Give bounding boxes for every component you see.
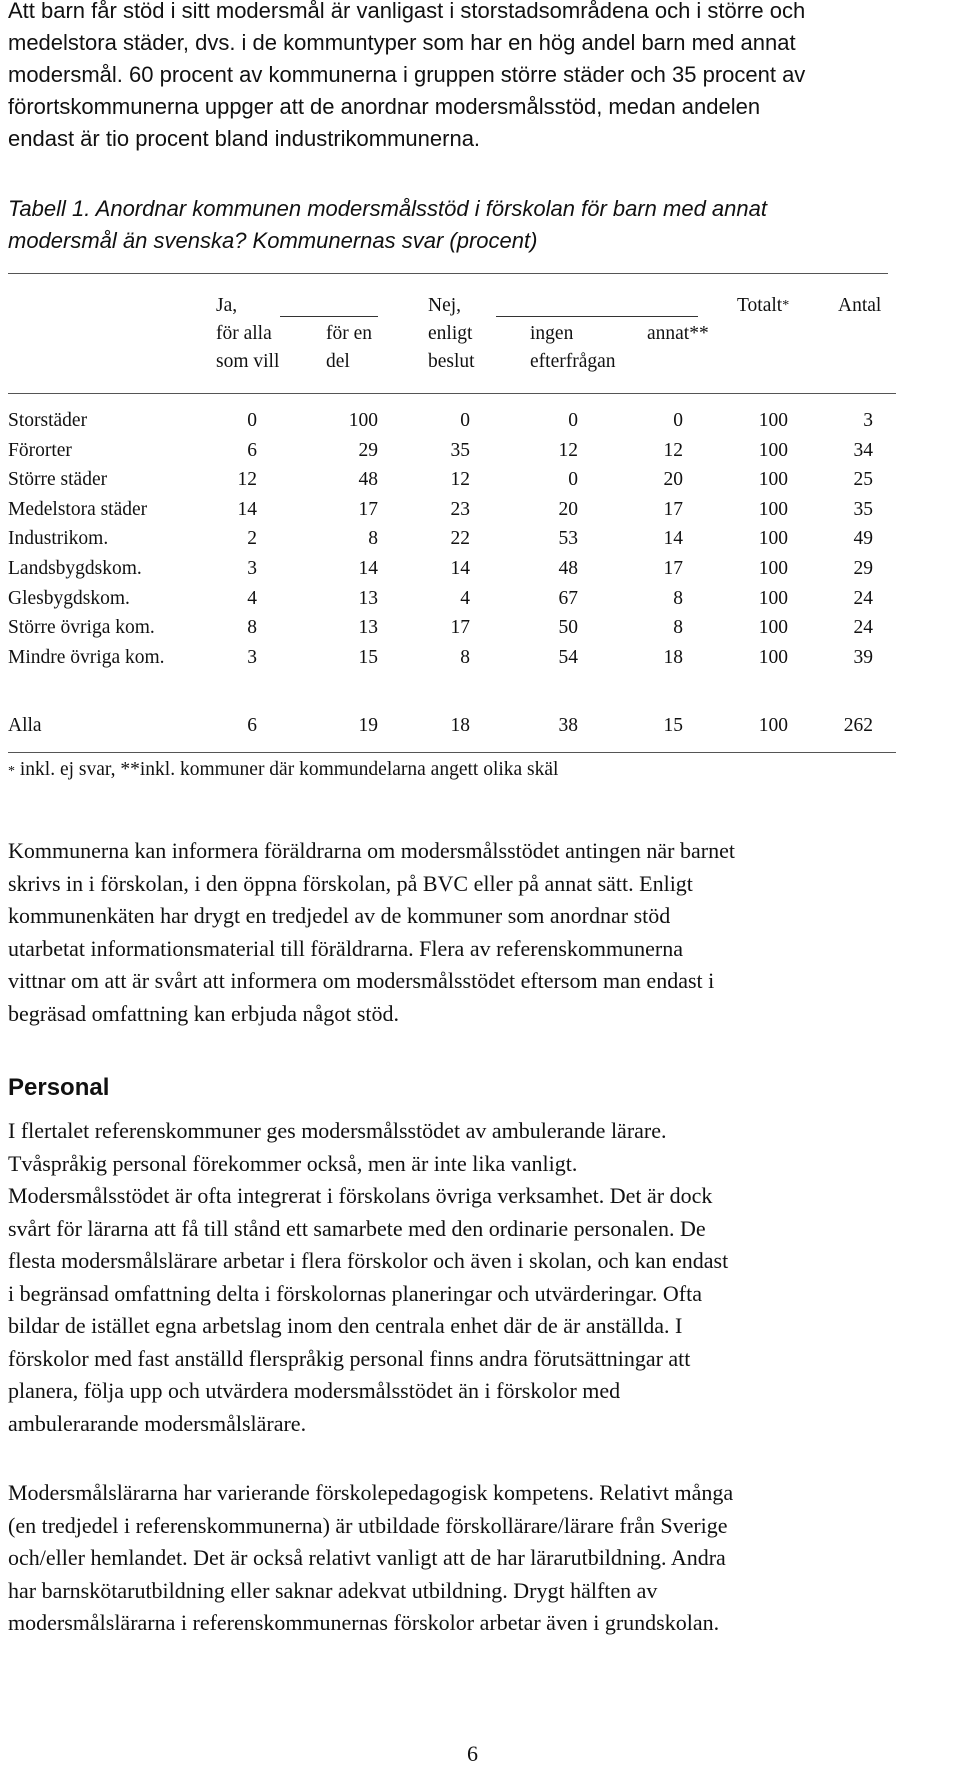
- paragraph-personal: [8, 1115, 953, 1440]
- table-cell: 19: [358, 715, 378, 736]
- table-cell: 29: [853, 558, 873, 579]
- table-cell: 25: [853, 469, 873, 490]
- table-cell: 20: [663, 469, 683, 490]
- text-line: skrivs in i förskolan, i den öppna förskolan, på BVC eller på annat sätt. Enligt: [8, 870, 693, 896]
- table-cell: 12: [663, 440, 683, 461]
- table-cell: 8: [460, 647, 470, 668]
- table-cell: 0: [568, 410, 578, 431]
- table-cell: 22: [450, 528, 470, 549]
- table-cell: 14: [237, 499, 257, 520]
- section-heading: Personal: [8, 1074, 110, 1101]
- text-line: endast är tio procent bland industrikommunerna.: [8, 126, 481, 151]
- paragraph-competence: [8, 1477, 953, 1640]
- row-label: Glesbygdskom.: [8, 588, 130, 609]
- table-cell: 100: [758, 410, 788, 431]
- text-line: Modersmålslärarna har varierande förskolepedagogisk kompetens. Relativt många: [8, 1480, 734, 1505]
- nej-beslut-header: beslut: [428, 351, 475, 372]
- text-line: Kommunerna kan informera föräldrarna om modersmålsstödet antingen när barnet: [8, 838, 735, 863]
- table-cell: 262: [843, 715, 873, 736]
- table-cell: 17: [663, 499, 683, 520]
- table-cell: 24: [853, 588, 873, 609]
- table-cell: 34: [853, 440, 873, 461]
- table-cell: 12: [237, 469, 257, 490]
- table-cell: 0: [247, 410, 257, 431]
- nej-annat-header: annat**: [647, 323, 709, 344]
- row-label: Alla: [8, 715, 42, 736]
- table-cell: 17: [663, 558, 683, 579]
- table-cell: 2: [247, 528, 257, 549]
- table-cell: 18: [663, 647, 683, 668]
- table-cell: 49: [853, 528, 873, 549]
- text-line: Modersmålsstödet är ofta integrerat i förskolans övriga verksamhet. Det är dock: [8, 1183, 713, 1208]
- table-cell: 23: [450, 499, 470, 520]
- text-line: planera, följa upp och utvärdera modersmålsstödet än i förskolor med: [8, 1378, 621, 1403]
- table-footnote: * inkl. ej svar, **inkl. kommuner där kommundelarna angett olika skäl: [8, 759, 559, 780]
- nej-underline: [496, 316, 698, 317]
- table-cell: 3: [863, 410, 873, 431]
- row-label: Industrikom.: [8, 528, 109, 549]
- text-line: I flertalet referenskommuner ges modersmålsstödet av ambulerande lärare.: [8, 1118, 667, 1143]
- table-cell: 4: [460, 588, 470, 609]
- table-cell: 8: [673, 588, 683, 609]
- table-cell: 48: [358, 469, 378, 490]
- table-cell: 8: [673, 617, 683, 638]
- text-line: utarbetat informationsmaterial till föräldrarna. Flera av referenskommunerna: [8, 935, 683, 961]
- table-cell: 35: [853, 499, 873, 520]
- table-cell: 8: [247, 617, 257, 638]
- table-cell: 48: [558, 558, 578, 579]
- nej-ingen-header: efterfrågan: [530, 351, 616, 372]
- row-label: Mindre övriga kom.: [8, 647, 165, 668]
- table-cell: 12: [450, 469, 470, 490]
- ja-group-header: Ja,: [216, 295, 238, 316]
- table-cell: 15: [358, 647, 378, 668]
- table-cell: 100: [758, 715, 788, 736]
- row-label: Storstäder: [8, 410, 88, 431]
- table-cell: 0: [673, 410, 683, 431]
- table-cell: 39: [853, 647, 873, 668]
- ja-alla-header: för alla: [216, 323, 272, 344]
- table-cell: 100: [348, 410, 378, 431]
- table-cell: 24: [853, 617, 873, 638]
- table-cell: 100: [758, 617, 788, 638]
- table-cell: 100: [758, 499, 788, 520]
- text-line: modersmål än svenska? Kommunernas svar (procent): [8, 228, 538, 253]
- table-cell: 50: [558, 617, 578, 638]
- table-cell: 8: [368, 528, 378, 549]
- text-line: modersmålslärarna i referenskommunernas förskolor arbetar även i grundskolan.: [8, 1610, 720, 1635]
- table-cell: 100: [758, 588, 788, 609]
- table-cell: 100: [758, 469, 788, 490]
- text-line: modersmål. 60 procent av kommunerna i gruppen större städer och 35 procent av: [8, 62, 806, 87]
- ja-underline: [280, 316, 378, 317]
- table-cell: 0: [460, 410, 470, 431]
- text-line: medelstora städer, dvs. i de kommuntyper som har en hög andel barn med annat: [8, 30, 796, 55]
- table-cell: 3: [247, 558, 257, 579]
- table-cell: 13: [358, 617, 378, 638]
- table-cell: 6: [247, 440, 257, 461]
- text-line: svårt för lärarna att få till stånd ett samarbete med den ordinarie personalen. De: [8, 1215, 706, 1241]
- row-label: Förorter: [8, 440, 72, 461]
- text-line: flesta modersmålslärare arbetar i flera förskolor och även i skolan, och kan endast: [8, 1248, 729, 1273]
- table-cell: 38: [558, 715, 578, 736]
- text-line: kommunenkäten har drygt en tredjedel av de kommuner som anordnar stöd: [8, 903, 671, 928]
- nej-group-header: Nej,: [428, 295, 462, 316]
- table-cell: 35: [450, 440, 470, 461]
- table-top-rule: [8, 273, 888, 274]
- table-cell: 14: [358, 558, 378, 579]
- table-cell: 14: [450, 558, 470, 579]
- table-cell: 100: [758, 558, 788, 579]
- table-cell: 20: [558, 499, 578, 520]
- text-line: har barnskötarutbildning eller saknar adekvat utbildning. Drygt hälften av: [8, 1577, 658, 1603]
- table-cell: 13: [358, 588, 378, 609]
- table-cell: 0: [568, 469, 578, 490]
- row-label: Större övriga kom.: [8, 617, 155, 638]
- text-line: i begränsad omfattning delta i förskolornas planeringar och utvärderingar. Ofta: [8, 1280, 702, 1306]
- table-cell: 14: [663, 528, 683, 549]
- nej-ingen-header: ingen: [530, 323, 574, 344]
- text-line: begräsad omfattning kan erbjuda något stöd.: [8, 1000, 400, 1026]
- text-line: Att barn får stöd i sitt modersmål är vanligast i storstadsområdena och i större och: [8, 0, 806, 23]
- text-line: Tvåspråkig personal förekommer också, men är inte lika vanligt.: [8, 1150, 578, 1176]
- table-bottom-rule: [8, 752, 896, 753]
- ja-del-header: del: [326, 351, 350, 372]
- table-cell: 12: [558, 440, 578, 461]
- paragraph-information: [8, 835, 953, 1030]
- text-line: vittnar om att är svårt att informera om modersmålsstödet eftersom man endast i: [8, 968, 715, 993]
- table-cell: 17: [450, 617, 470, 638]
- table-cell: 17: [358, 499, 378, 520]
- text-line: förortskommunerna uppger att de anordnar modersmålsstöd, medan andelen: [8, 94, 761, 119]
- header-rule: [8, 393, 896, 394]
- page-number: 6: [467, 1741, 478, 1766]
- ja-alla-header: som vill: [216, 351, 280, 372]
- table-cell: 100: [758, 647, 788, 668]
- table-cell: 29: [358, 440, 378, 461]
- row-label: Större städer: [8, 469, 108, 490]
- ja-del-header: för en: [326, 323, 373, 344]
- table-cell: 3: [247, 647, 257, 668]
- nej-beslut-header: enligt: [428, 323, 473, 344]
- row-label: Landsbygdskom.: [8, 558, 142, 579]
- table-cell: 15: [663, 715, 683, 736]
- table-cell: 100: [758, 440, 788, 461]
- row-label: Medelstora städer: [8, 499, 148, 520]
- table-cell: 100: [758, 528, 788, 549]
- text-line: (en tredjedel i referenskommunerna) är utbildade förskollärare/lärare från Sverige: [8, 1512, 728, 1538]
- table-cell: 54: [558, 647, 578, 668]
- text-line: bildar de istället egna arbetslag inom den centrala enhet där de är anställda. I: [8, 1313, 683, 1338]
- text-line: Tabell 1. Anordnar kommunen modersmålsstöd i förskolan för barn med annat: [8, 196, 767, 221]
- table-cell: 67: [558, 588, 578, 609]
- antal-header: Antal: [838, 295, 882, 316]
- text-line: och/eller hemlandet. Det är också relativt vanligt att de har lärarutbildning. Andra: [8, 1545, 726, 1570]
- table-cell: 6: [247, 715, 257, 736]
- totalt-header: Totalt*: [737, 295, 790, 316]
- table-cell: 4: [247, 588, 257, 609]
- table-cell: 18: [450, 715, 470, 736]
- text-line: förskolor med fast anställd flerspråkig personal finns andra förutsättningar att: [8, 1345, 691, 1371]
- text-line: ambulerarande modersmålslärare.: [8, 1410, 307, 1436]
- data-table: [0, 0, 960, 790]
- table-cell: 53: [558, 528, 578, 549]
